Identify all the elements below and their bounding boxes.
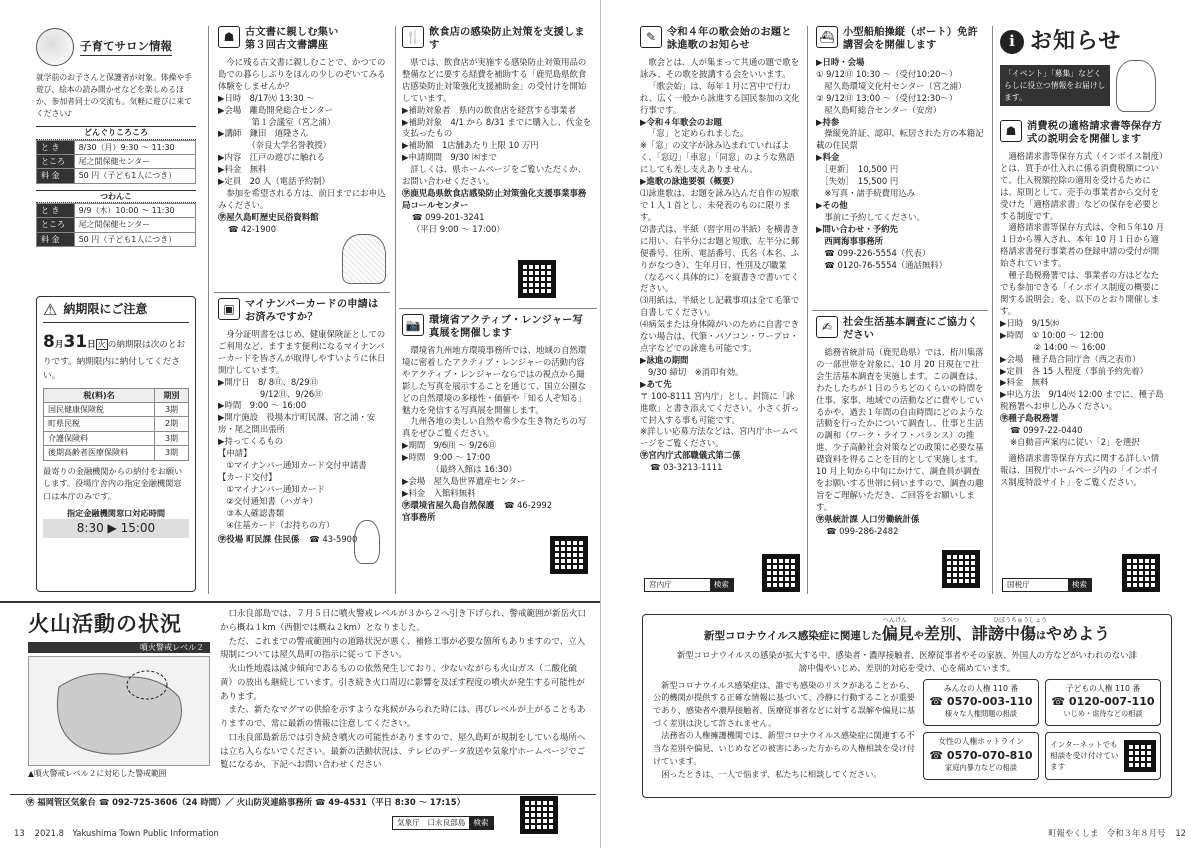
mynumber-item: ▶時間 9:00 ～ 16:00	[218, 400, 307, 411]
deadline-weekday: 火	[97, 340, 106, 350]
oshirase-section	[1000, 26, 1160, 116]
utakai-item: ※「窓」の文字が詠み込まれていればよく、「窓辺」「車窓」「同窓」のような熟語にしても差し支えありません。	[640, 140, 795, 175]
rabbit-mascot-illustration	[354, 520, 380, 564]
koten-item: ▶講師 鎌田 道隆さん	[218, 128, 309, 139]
deadline-tax-period: 3期	[155, 403, 189, 417]
invoice-body3: 種子島税務署では、事業者の方はどなたでも参加できる「インボイス制度の概要に関する説明会」を、以下のとおり開催します。	[1000, 270, 1160, 316]
census-body: 総務省統計局（鹿児島県）では、桁川集落の一部世帯を対象に、10 月 20 日現在で社会生活基本調査を実施します。この調査は、わたしたちが１日のうちどのくらいの時間を仕事、家事、地域での活動などに費やしているかや、過去１年間の自由時間にどのような活動を行ったかについて調査し、仕事と生活の調和（ワーク・ライフ・バランス）の推進、少子高齢社会対策などの政策に必要な基礎資料を得ることを目的として実施します。10 月上旬から中旬にかけて、調査員が調査をお願いする世帯に伺いますので、調査の趣旨をご理解いただき、ご回答をお願いします。	[816, 346, 984, 512]
koten-tel: ☎ 42-1900	[228, 223, 277, 234]
boat-item: 操縦免許証、認印、転居された方の本籍記載の住民票	[816, 128, 984, 151]
koten-item: ▶内容 江戸の遊びに触れる	[218, 152, 325, 163]
invoice-contact: ㊫種子島税務署	[1000, 413, 1059, 424]
oshirase-lead: 「イベント」「募集」などくらしに役立つ情報をお届けします。	[1000, 65, 1110, 106]
mynumber-item: ④住基カード（お持ちの方）	[218, 519, 335, 530]
mynumber-item: ①マイナンバー通知カード	[218, 483, 325, 494]
census-title: 社会生活基本調査にご協力ください	[843, 317, 979, 342]
boat-items	[816, 57, 986, 272]
corona-box-3	[923, 732, 1039, 780]
lecturer-portrait-illustration	[342, 234, 386, 284]
corona-body3: 困ったときは、一人で悩まず、私たちに相談してください。	[661, 768, 882, 779]
salon-row-label: と き	[37, 204, 75, 218]
utakai-body1: 歌会とは、人が集まって共通の題で歌を詠み、その歌を披講する会をいいます。	[640, 56, 800, 79]
lecture-icon: ☗	[1000, 120, 1022, 142]
utakai-item: ▶令和４年歌会のお題	[640, 116, 722, 127]
invoice-item: ▶日時 9/15㈬	[1000, 317, 1059, 328]
corona-title-f: 誹謗中傷	[971, 624, 1036, 643]
inshoku-body: 県では、飲食店が実施する感染防止対策用品の整備などに要する経費を補助する「鹿児島県飲食店感染防止対策強化支援補助金」の受付けを開始しています。	[402, 56, 587, 103]
inshoku-item: ▶申請期間 9/30 ㈭まで	[402, 152, 497, 163]
mynumber-item: ③本人確認書類	[218, 507, 285, 518]
utakai-item: ※詳しい応募方法などは、宮内庁ホームページをご覧ください。	[640, 426, 798, 449]
corona-ruby: ひぼうちゅうしょう	[993, 617, 1048, 624]
koten-section	[218, 26, 388, 288]
volcano-title: 火山活動の状況	[28, 612, 182, 636]
deadline-table	[43, 388, 189, 461]
invoice-item: ▶料金 無料	[1000, 377, 1049, 388]
deadline-month: 8	[43, 332, 55, 353]
corona-title-d: 差別	[923, 624, 956, 643]
corona-box-tel[interactable]: ☎ 0120-007-110	[1051, 694, 1155, 708]
corona-box-tel[interactable]: ☎ 0570-003-110	[929, 694, 1033, 708]
inshoku-item: ▶補助対象 4/1 から 8/31 までに購入し、代金を支払ったもの	[402, 116, 592, 139]
deadline-title: 納期限にご注意	[63, 302, 148, 316]
salon-group-1	[36, 126, 196, 183]
boat-item: ［更新］ 10,500 円	[816, 164, 899, 175]
invoice-body1: 適格請求書等保存方式（インボイス制度）とは、買手が仕入れに係る消費税額について、仕入税額控除の適用を受けるためには、原則として、売手の事業者から交付を受けた「適格請求書」などの保存を必要とする制度です。	[1000, 150, 1164, 221]
mynumber-item: ▶開庁施設 役場本庁町民課、宮之浦・安房・尾之間出張所	[218, 412, 376, 435]
mynumber-item: ①マイナンバー通知カード交付申請書	[218, 460, 367, 471]
boat-item: 屋久島町総合センター（安房）	[816, 104, 942, 115]
island-map-icon	[29, 657, 209, 765]
deadline-th-name: 税(料)名	[44, 388, 155, 402]
card-icon: ▣	[218, 298, 240, 320]
inshoku-tel-note: （平日 9:00 ～ 17:00）	[412, 223, 505, 234]
utakai-item: 「窓」と定められました。	[648, 128, 749, 139]
invoice-item: ▶会場 種子島合同庁舎（西之表市）	[1000, 353, 1141, 364]
mynumber-section	[218, 298, 388, 594]
koten-item: 第１会議室（宮之浦）	[218, 116, 336, 127]
mynumber-items	[218, 377, 388, 532]
mother-child-illustration	[36, 28, 74, 66]
mynumber-item: 【申請】	[218, 448, 252, 459]
salon-row-label: ところ	[37, 218, 75, 232]
deadline-section: ⚠ 納期限にご注意 8月31日 火 の納期限は次のとおりです。納期限内に納付してください。 税(料)名 期別 国民健康保険税 3期 町県民税 2期 介護保険料 3期 後期高齢者医療保険料 3期 最寄りの金融機関からの納付をお願いします。役場庁舎内の指定金融機関窓口は本庁のみです。 指定金融機関窓口対応時間 8:30 ▶ 15:00	[36, 296, 196, 592]
volcano-section	[14, 606, 594, 794]
boat-item: ▶持参	[816, 116, 840, 127]
koten-contact: ㊫屋久島町歴史民俗資料館	[218, 211, 319, 222]
deadline-tax-period: 3期	[155, 431, 189, 445]
corona-title	[653, 625, 1161, 643]
deadline-tax-name: 国民健康保険税	[44, 403, 155, 417]
koten-note: 参加を希望される方は、前日までにお申込みください。	[218, 188, 386, 210]
invoice-body2: 適格請求書等保存方式は、令和５年10 月１日から導入され、本年 10 月１日から適格請求書発行事業者の登録申請の受付が開始されています。	[1000, 222, 1165, 269]
invoice-item: ② 14:00 ～ 16:00	[1000, 341, 1106, 352]
koten-item: （奈良大学名誉教授）	[218, 140, 332, 151]
utakai-title: 令和４年の歌会始のお題と詠進歌のお知らせ	[667, 27, 792, 52]
mynumber-item: 【カード交付】	[218, 471, 277, 482]
right-page-number: 12	[1175, 828, 1186, 838]
kankyo-items	[402, 440, 592, 500]
utakai-tel: ☎ 03-3213-1111	[650, 462, 723, 473]
salon-group-2-name: つわんこ	[36, 190, 196, 203]
deadline-lead: 日	[87, 340, 96, 351]
cutlery-icon: 🍴	[402, 26, 424, 48]
utakai-body2: 「歌会始」は、毎年１月に宮中で行われ、広く一般から詠進する国民参加の文化行事です。	[640, 80, 800, 115]
utakai-item: ▶あて先	[640, 378, 672, 389]
corona-body2: 法務省の人権擁護機関では、新型コロナウイルス感染症に関連する不当な差別や偏見、いじめなどの被害にあった方からの人権相談を受け付けています。	[653, 730, 915, 766]
salon-row-label: ところ	[37, 155, 75, 169]
corona-box-tel[interactable]: ☎ 0570-070-810	[929, 748, 1033, 762]
mynumber-title: マイナンバーカードの申請はお済みですか？	[245, 299, 379, 324]
salon-row-value: 8/30（月）9:30 ～ 11:30	[74, 140, 195, 154]
volcano-search-label: 検索	[469, 817, 492, 829]
corona-box-2	[1045, 679, 1161, 727]
kankyo-item: ▶時間 9:00 ～ 17:00	[402, 452, 491, 463]
corona-title-e: 、	[955, 624, 972, 643]
inshoku-contact: ㊫鹿児島県飲食店感染防止対策強化支援事業事務局コールセンター	[402, 188, 587, 210]
salon-body: 就学前のお子さんと保護者が対象。体操や手遊び、絵本の読み聞かせなどを楽しめるほか、参加者同士の交流も。気軽に遊びに来てください♪	[36, 73, 192, 119]
warning-icon: ⚠	[43, 299, 58, 319]
boat-item: 事前に予約してください。	[816, 211, 925, 222]
left-page-number: 13	[14, 828, 25, 838]
koten-item: ▶料金 無料	[218, 164, 267, 175]
invoice-item: ▶時間 ① 10:00 ～ 12:00	[1000, 329, 1104, 340]
volcano-search-term: 気象庁 口永良部島	[397, 818, 466, 827]
boat-item: 西岡海事事務所	[816, 235, 883, 246]
kankyo-item: ▶料金 入館料無料	[402, 487, 476, 498]
corona-qr-code[interactable]	[1124, 740, 1156, 772]
corona-box-name: みんなの人権 110 番	[943, 683, 1019, 693]
boat-item: ☎ 099-226-5554（代表）	[816, 247, 931, 258]
corona-box-name: インターネットでも相談を受け付けています	[1050, 740, 1119, 771]
utakai-item: ⑴詠進歌は、お題を詠み込んだ自作の短歌で１人１首とし、未発表のものに限ります。	[640, 188, 800, 222]
deadline-body1: の納期限は次のとおりです。納期限内に納付してください。	[43, 340, 186, 381]
mynumber-contact: ㊫役場 町民課 住民係	[218, 533, 300, 544]
mynumber-body: 身分証明書をはじめ、健康保険証としてのご利用など、ますます便利になるマイナンバーカードを皆さんが取得しやすいように休日開庁しています。	[218, 328, 386, 375]
boat-icon: ⛴	[816, 26, 838, 48]
corona-ruby: へんけん	[883, 617, 908, 624]
invoice-item: ▶定員 各 15 人程度（事前予約先着）	[1000, 365, 1149, 376]
boat-item: ※写真・諸手続費用込み	[816, 188, 916, 199]
corona-title-b: 偏見	[881, 624, 914, 643]
mynumber-item: ②交付通知書（ハガキ）	[218, 495, 318, 506]
survey-icon: ✍	[816, 316, 838, 338]
corona-section	[642, 614, 1172, 798]
deadline-tax-period: 2期	[155, 417, 189, 431]
inshoku-item: ▶補助対象者 県内の飲食店を経営する事業者	[402, 104, 576, 115]
boat-item: ① 9/12㊐ 10:30 ～（受付10:20～）	[816, 68, 958, 79]
boat-item: ▶料金	[816, 152, 840, 163]
census-qr-code[interactable]	[942, 550, 980, 588]
salon-title: 子育てサロン情報	[80, 38, 172, 55]
deadline-hours-label: 指定金融機関窓口対応時間	[66, 507, 166, 518]
kankyo-qr-code[interactable]	[550, 536, 588, 574]
utakai-qr-code[interactable]	[762, 554, 800, 592]
salon-group-1-table	[36, 140, 196, 184]
corona-lead: 新型コロナウイルスの感染が拡大する中、感染者・濃厚接触者、医療従事者やその家族、外国人の方などがいわれのない誹謗中傷やいじめ、差別的対応を受け、心を痛めています。	[676, 649, 1138, 673]
boat-item: ▶日時・会場	[816, 56, 865, 67]
kankyo-item: （最終入館は 16:30）	[402, 464, 517, 475]
boat-item: ☎ 0120-76-5554（通話無料）	[816, 259, 948, 270]
corona-box-1	[923, 679, 1039, 727]
utakai-item: ⑶用紙は、半紙とし記載事項は全て毛筆で自書してください。	[640, 295, 800, 318]
salon-section	[36, 26, 196, 286]
koten-item: ▶日時 8/17㈫ 13:30 ～	[218, 92, 315, 103]
deadline-th-period: 期別	[155, 388, 189, 402]
salon-group-2-table	[36, 203, 196, 247]
utakai-item: 9/30 締切 ※消印有効。	[648, 366, 744, 377]
utakai-item: ▶進歌の詠進要領（概要）	[640, 176, 739, 187]
deadline-hours-box	[43, 508, 189, 539]
deadline-day: 31	[63, 332, 88, 353]
invoice-tel: ☎ 0997-22-0440	[1010, 425, 1083, 436]
koten-item: ▶定員 20 人（電話予約制）	[218, 176, 330, 187]
boat-item: ▶その他	[816, 199, 848, 210]
utakai-search-label: 検索	[710, 579, 733, 591]
invoice-search-label: 検索	[1068, 579, 1091, 591]
invoice-title: 消費税の適格請求書等保存方式の説明会を開催します	[1027, 121, 1163, 146]
salon-row-value: 尾之間保健センター	[74, 155, 195, 169]
pen-icon: ✎	[640, 26, 662, 48]
census-contact: ㊫県統計課 人口労働統計係	[816, 513, 920, 524]
invoice-section	[1000, 120, 1166, 594]
utakai-section	[640, 26, 800, 592]
corona-box-note: 様々な人権問題の相談	[945, 709, 1017, 719]
kankyo-title: 環境省アクティブ・レンジャー写真展を開催します	[429, 315, 583, 340]
kankyo-body2: 九州各地の美しい自然や希少な生き物たちの写真をぜひご覧ください。	[402, 416, 587, 439]
lecture-icon: ☗	[218, 26, 240, 48]
utakai-contact: ㊫宮内庁式部職儀式第二係	[640, 450, 741, 461]
utakai-item: ⑵書式は、半紙（習字用の半紙）を横書きに用い、右半分にお題と短歌、左半分に郵便番号、住所、電話番号、氏名（本名、ふりがなつき）、生年月日、性別及び職業（なるべく具体的に）を縦書きで書いてください。	[640, 223, 800, 294]
salon-row-value: 50 円（子ども1人につき）	[74, 169, 195, 183]
corona-box-note: 家庭内暴力などの相談	[945, 763, 1017, 773]
invoice-items	[1000, 318, 1166, 413]
volcano-map	[28, 656, 210, 766]
volcano-qr-code[interactable]	[520, 796, 558, 834]
deadline-tax-name: 介護保険料	[44, 431, 155, 445]
kankyo-body: 環境省九州地方環境事務所では、地域の自然環境に密着したアクティブ・レンジャーの活動内容やアクティブ・レンジャーならではの視点から撮影した写真を展示することを通じて、国立公園などの自然環境の多様性・価値や「知る人ぞ知る」魅力を発信する写真展を開催します。	[402, 344, 587, 415]
corona-title-g: は	[1035, 631, 1046, 642]
utakai-item: 〒 100-8111 宮内庁」とし、封筒に「詠進歌」と書き添えてください。小さく折って封入する事も可能です。	[640, 390, 800, 425]
salon-row-label: 料 金	[37, 232, 75, 246]
kankyo-section	[402, 314, 592, 594]
utakai-item: ⑷病気または身体障がいのために自書できない場合は、代筆・パソコン・ワープロ・点字などでの詠進も可能です。	[640, 319, 800, 354]
deer-mascot-illustration	[1116, 60, 1156, 112]
oshirase-title: お知らせ	[1030, 29, 1122, 54]
deadline-body2: 最寄りの金融機関からの納付をお願いします。役場庁舎内の指定金融機関窓口は本庁のみです。	[43, 465, 183, 501]
right-footer-text: 町報やくしま 令和３年８月号	[1048, 828, 1166, 838]
info-icon: i	[1000, 30, 1024, 54]
mynumber-item: ▶開庁日 8/ 8㊐、8/29㊐	[218, 376, 319, 387]
salon-row-value: 50 円（子ども1人につき）	[74, 232, 195, 246]
volcano-search-badge[interactable]	[392, 816, 494, 830]
corona-box-4	[1045, 732, 1161, 780]
left-footer-text: 2021.8 Yakushima Town Public Information	[34, 828, 219, 838]
invoice-search-term: 国税庁	[1007, 580, 1030, 589]
salon-group-2	[36, 190, 196, 247]
volcano-para: ただ、これまでの警戒範囲内の道路状況が悪く、補修工事が必要な箇所もありますので、立入規制については屋久島町の指示に従って下さい。	[220, 636, 586, 661]
corona-ruby: さべつ	[941, 617, 960, 624]
mynumber-tel: ☎ 43-5900	[309, 533, 358, 544]
inshoku-section	[402, 26, 592, 304]
volcano-map-caption: ▲噴火警戒レベル２に対応した警戒範囲	[28, 769, 167, 778]
kankyo-contact: ㊫環境省屋久島自然保護官事務所	[402, 499, 495, 522]
corona-title-c: や	[913, 631, 924, 642]
inshoku-items	[402, 105, 592, 165]
deadline-hours: 8:30 ▶ 15:00	[43, 519, 189, 538]
boat-item: ▶問い合わせ・予約先	[816, 223, 898, 234]
koten-item: ▶会場 離島開発総合センター	[218, 104, 333, 115]
utakai-item: ▶詠進の期間	[640, 354, 689, 365]
corona-box-name: 女性の人権ホットライン	[938, 737, 1024, 747]
deadline-tax-period: 3期	[155, 446, 189, 460]
mynumber-item: ▶持ってくるもの	[218, 436, 284, 447]
volcano-contact: ㊫ 福岡管区気象台 ☎ 092-725-3606（24 時間）／ 火山防災連絡事務所 ☎ 49-4531（平日 8:30 ～ 17:15）	[26, 797, 465, 807]
inshoku-qr-code[interactable]	[518, 260, 556, 298]
corona-title-a: 新型コロナウイルス感染症に関連した	[704, 630, 882, 642]
salon-row-value: 9/9（木）10:00 ～ 11:30	[74, 204, 195, 218]
corona-box-name: 子どもの人権 110 番	[1065, 683, 1141, 693]
utakai-search-badge[interactable]	[644, 578, 734, 592]
invoice-note: 適格請求書等保存方式に関する詳しい情報は、国税庁ホームページ内の「インボイス制度特設サイト」をご覧ください。	[1000, 452, 1160, 487]
invoice-item: ▶申込方法 9/14㈫ 12:00 までに、種子島税務署へお申し込みください。	[1000, 389, 1164, 412]
salon-row-label: 料 金	[37, 169, 75, 183]
koten-body: 今に残る古文書に親しむことで、かつての島での暮らしぶりをほんの少しのぞいてみる体験をしませんか？	[218, 56, 386, 91]
kankyo-tel: ☎ 46-2992	[504, 499, 553, 510]
volcano-para: 火山性地震は減少傾向であるものの依然発生しており、少ないながらも火山ガス（二酸化硫黄）の放出も継続しています。引き続き火口周辺に影響を及ぼす程度の噴火が発生する可能性があります。	[220, 664, 585, 702]
koten-items	[218, 93, 388, 188]
invoice-qr-code[interactable]	[1122, 554, 1160, 592]
kankyo-item: ▶期間 9/6㈪ ～ 9/26㊐	[402, 440, 497, 451]
deadline-tax-name: 後期高齢者医療保険料	[44, 446, 155, 460]
inshoku-note: 詳しくは、県ホームページをご覧いただくか、お問い合わせください。	[402, 164, 587, 187]
boat-section	[816, 26, 986, 310]
boat-item: 屋久島環境文化村センター（宮之浦）	[816, 80, 967, 91]
utakai-items	[640, 117, 800, 451]
volcano-para: また、新たなマグマの供給を示すような兆候がみられた時には、再びレベルが上がることもありますので、常に最新の情報に注意してください。	[220, 705, 586, 730]
corona-body1: 新型コロナウイルス感染症は、誰でも感染のリスクがあることから、公的機関が提供する正確な情報に基づいて、冷静に行動することが重要であり、感染者や濃厚接触者、医療従事者などに対する誤解や偏見に基づく差別は決して許されません。	[653, 679, 916, 728]
corona-box-note: いじめ・虐待などの相談	[1063, 709, 1143, 719]
invoice-tel-note: ※自動音声案内に従い「2」を選択	[1010, 437, 1140, 448]
corona-title-h: やめよう	[1045, 624, 1110, 643]
inshoku-tel: ☎ 099-201-3241	[412, 211, 485, 222]
inshoku-title: 飲食店の感染防止対策を支援します	[429, 27, 585, 52]
inshoku-item: ▶補助額 1店舗あたり上限 10 万円	[402, 140, 539, 151]
camera-icon: 📷	[402, 314, 424, 336]
salon-row-label: と き	[37, 140, 75, 154]
invoice-search-badge[interactable]	[1002, 578, 1092, 592]
deadline-tax-name: 町県民税	[44, 417, 155, 431]
boat-item: ［失効］ 15,500 円	[816, 176, 899, 187]
volcano-para: 口永良部島では、７月５日に噴火警戒レベルが３から２へ引き下げられ、警戒範囲が新岳火口から概ね１km（西側では概ね２km）となりました。	[220, 609, 587, 633]
mynumber-item: 9/12㊐、9/26㊐	[218, 388, 323, 399]
boat-title: 小型船舶操縦（ボート）免許講習会を開催します	[843, 27, 979, 52]
salon-row-value: 尾之間保健センター	[74, 218, 195, 232]
koten-title: 古文書に親しむ集い 第３回古文書講座	[245, 27, 339, 52]
kankyo-item: ▶会場 屋久島世界遺産センター	[402, 476, 526, 487]
boat-item: ② 9/12㊐ 13:00 ～（受付12:30～）	[816, 92, 958, 103]
census-tel: ☎ 099-286-2482	[826, 525, 899, 536]
utakai-search-term: 宮内庁	[649, 580, 672, 589]
volcano-level-bar: 噴火警戒レベル２	[28, 642, 210, 653]
volcano-para: 口永良部島新岳では引き続き噴火の可能性がありますので、屋久島町が規制をしている場所へは立ち入らないでください。最新の活動状況は、テレビのデータ放送や気象庁ホームページでご覧になるか、下記へお問い合わせください	[220, 732, 586, 771]
salon-group-1-name: どんぐりころころ	[36, 126, 196, 139]
